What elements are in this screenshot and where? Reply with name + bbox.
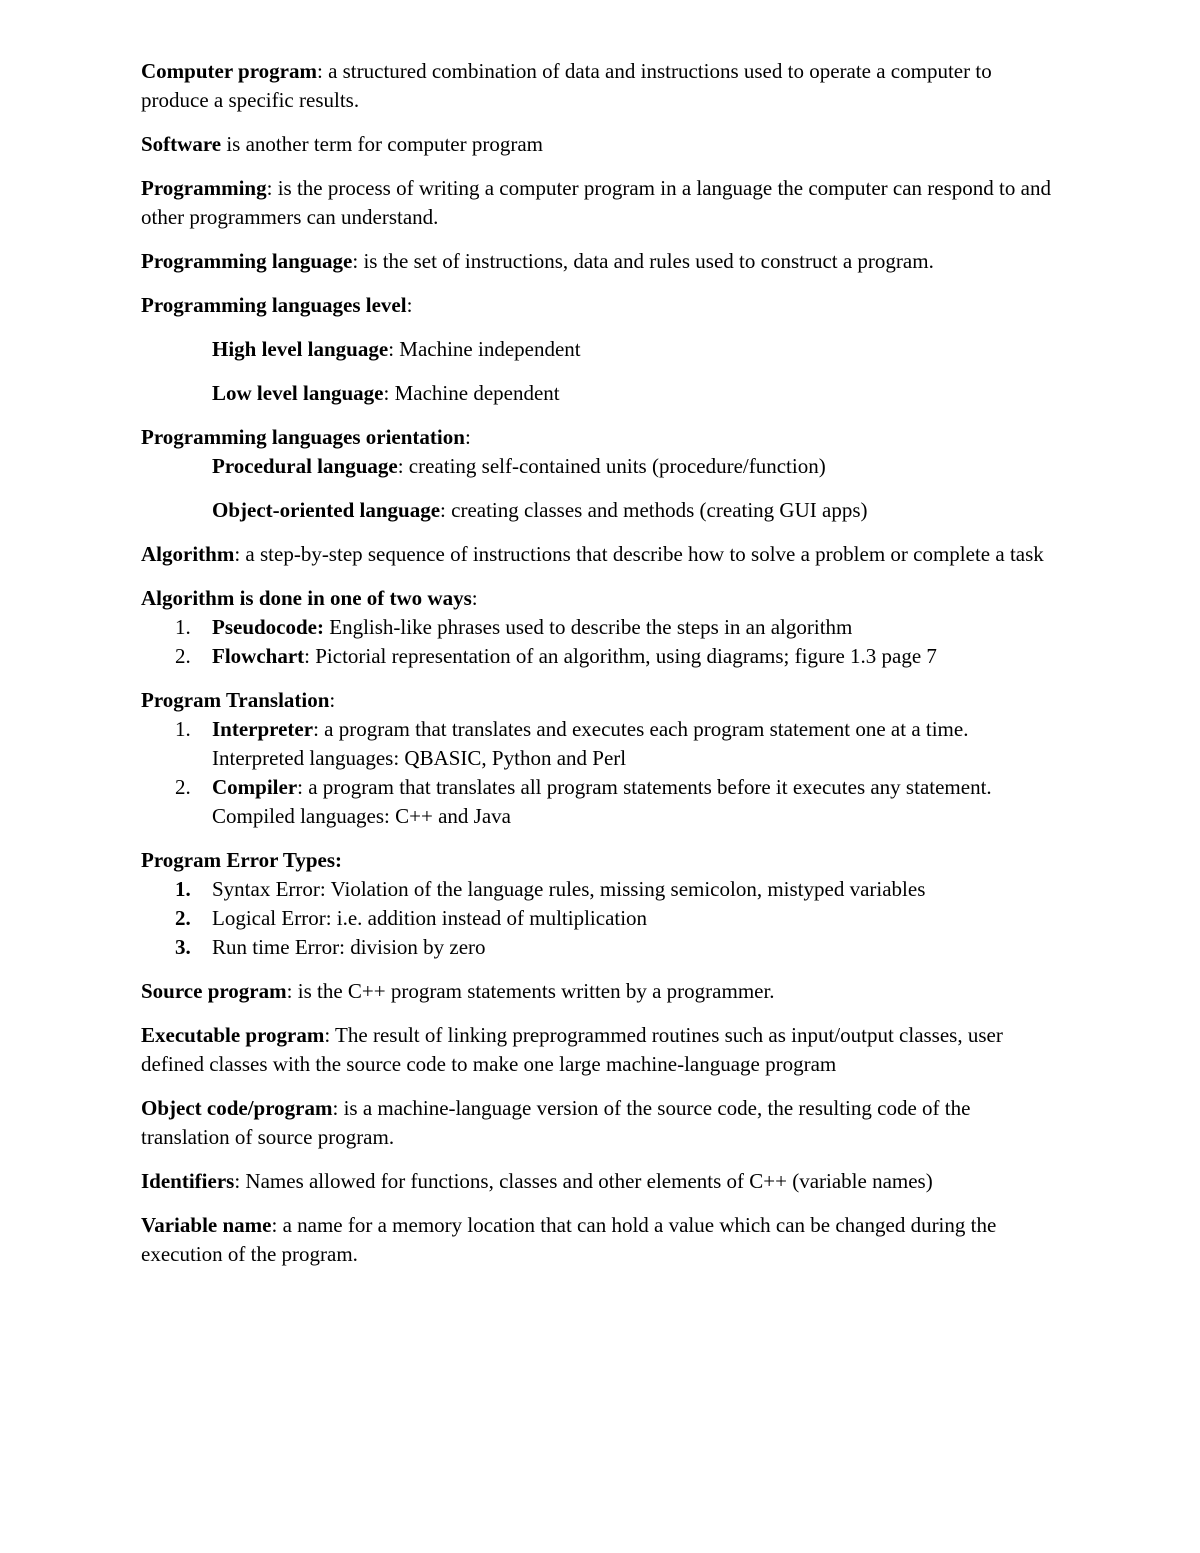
section-heading-orientation: Programming languages orientation: — [141, 425, 471, 449]
definition-source-program: Source program: is the C++ program statements written by a programmer. — [141, 979, 775, 1003]
term: Programming — [141, 176, 267, 200]
term: Object code/program — [141, 1096, 333, 1120]
term: Source program — [141, 979, 287, 1003]
definition-text: creating classes and methods (creating GUI apps) — [445, 498, 868, 522]
definition-variable-name: Variable name: a name for a memory location that can hold a value which can be changed during the execution of the program. — [141, 1213, 997, 1266]
term: Procedural language — [212, 454, 398, 478]
definition-text: Names allowed for functions, classes and other elements of C++ (variable names) — [240, 1169, 933, 1193]
definition-computer-program: Computer program: a structured combination of data and instructions used to operate a computer to produce a specific results. — [141, 59, 992, 112]
list-algorithm-ways — [141, 613, 1051, 671]
definition-text: is the set of instructions, data and rules used to construct a program. — [358, 249, 934, 273]
term: Computer program — [141, 59, 317, 83]
list-item: 1. Syntax Error: Violation of the language rules, missing semicolon, mistyped variables — [175, 877, 926, 901]
term: Low level language — [212, 381, 384, 405]
term: Variable name — [141, 1213, 272, 1237]
term: Executable program — [141, 1023, 325, 1047]
definition-procedural: Procedural language: creating self-contained units (procedure/function) — [212, 454, 826, 478]
definition-text: is the C++ program statements written by a programmer. — [292, 979, 775, 1003]
definition-executable-program: Executable program: The result of linking preprogrammed routines such as input/output classes, user defined classes with the source code to make one large machine-language program — [141, 1023, 1003, 1076]
section-heading-errors: Program Error Types: — [141, 848, 343, 872]
list-item: 2. Compiler: a program that translates all program statements before it executes any statement. Compiled languages: C++ and Java — [175, 775, 992, 828]
definition-software — [141, 130, 1051, 159]
definition-text: creating self-contained units (procedure/function) — [403, 454, 826, 478]
definition-text: Machine dependent — [389, 381, 560, 405]
list-item: 3. Run time Error: division by zero — [175, 935, 486, 959]
definition-text: a step-by-step sequence of instructions that describe how to solve a problem or complete a task — [240, 542, 1044, 566]
definition-text: is another term for computer program — [221, 132, 543, 156]
definition-programming: Programming: is the process of writing a computer program in a language the computer can respond to and other programmers can understand. — [141, 176, 1051, 229]
term: Programming language — [141, 249, 353, 273]
term: Object-oriented language — [212, 498, 441, 522]
section-heading-translation: Program Translation: — [141, 688, 336, 712]
list-errors — [141, 875, 1051, 962]
definition-text: The result of linking preprogrammed routines such as input/output classes, user defined classes with the source code to make one large machine-language program — [141, 1023, 1003, 1076]
document-body — [141, 57, 1051, 1284]
list-item: 1. Interpreter: a program that translates and executes each program statement one at a time. Interpreted languages: QBASIC, Python and Perl — [175, 717, 969, 770]
definition-text: a structured combination of data and instructions used to operate a computer to produce a specific results. — [141, 59, 992, 112]
definition-programming-language: Programming language: is the set of instructions, data and rules used to construct a program. — [141, 249, 934, 273]
definition-text: is the process of writing a computer program in a language the computer can respond to and other programmers can understand. — [141, 176, 1051, 229]
list-item: 2. Logical Error: i.e. addition instead of multiplication — [175, 906, 648, 930]
definition-object-oriented: Object-oriented language: creating classes and methods (creating GUI apps) — [212, 498, 868, 522]
definition-text: Machine independent — [394, 337, 581, 361]
term: Identifiers — [141, 1169, 235, 1193]
definition-identifiers: Identifiers: Names allowed for functions, classes and other elements of C++ (variable names) — [141, 1169, 933, 1193]
definition-text: is a machine-language version of the source code, the resulting code of the translation of source program. — [141, 1096, 971, 1149]
definition-text: a name for a memory location that can hold a value which can be changed during the execution of the program. — [141, 1213, 997, 1266]
list-item: 2. Flowchart: Pictorial representation of an algorithm, using diagrams; figure 1.3 page 7 — [175, 644, 937, 668]
definition-high-level: High level language: Machine independent — [212, 337, 581, 361]
definition-object-code: Object code/program: is a machine-language version of the source code, the resulting code of the translation of source program. — [141, 1096, 971, 1149]
term: High level language — [212, 337, 389, 361]
section-heading-levels: Programming languages level: — [141, 293, 413, 317]
list-item: 1. Pseudocode: English-like phrases used to describe the steps in an algorithm — [175, 615, 853, 639]
term: Software — [141, 132, 222, 156]
definition-algorithm: Algorithm: a step-by-step sequence of instructions that describe how to solve a problem or complete a task — [141, 542, 1044, 566]
list-translation — [141, 715, 1051, 831]
term: Algorithm — [141, 542, 235, 566]
section-heading-algorithm-ways: Algorithm is done in one of two ways: — [141, 586, 478, 610]
definition-low-level: Low level language: Machine dependent — [212, 381, 560, 405]
